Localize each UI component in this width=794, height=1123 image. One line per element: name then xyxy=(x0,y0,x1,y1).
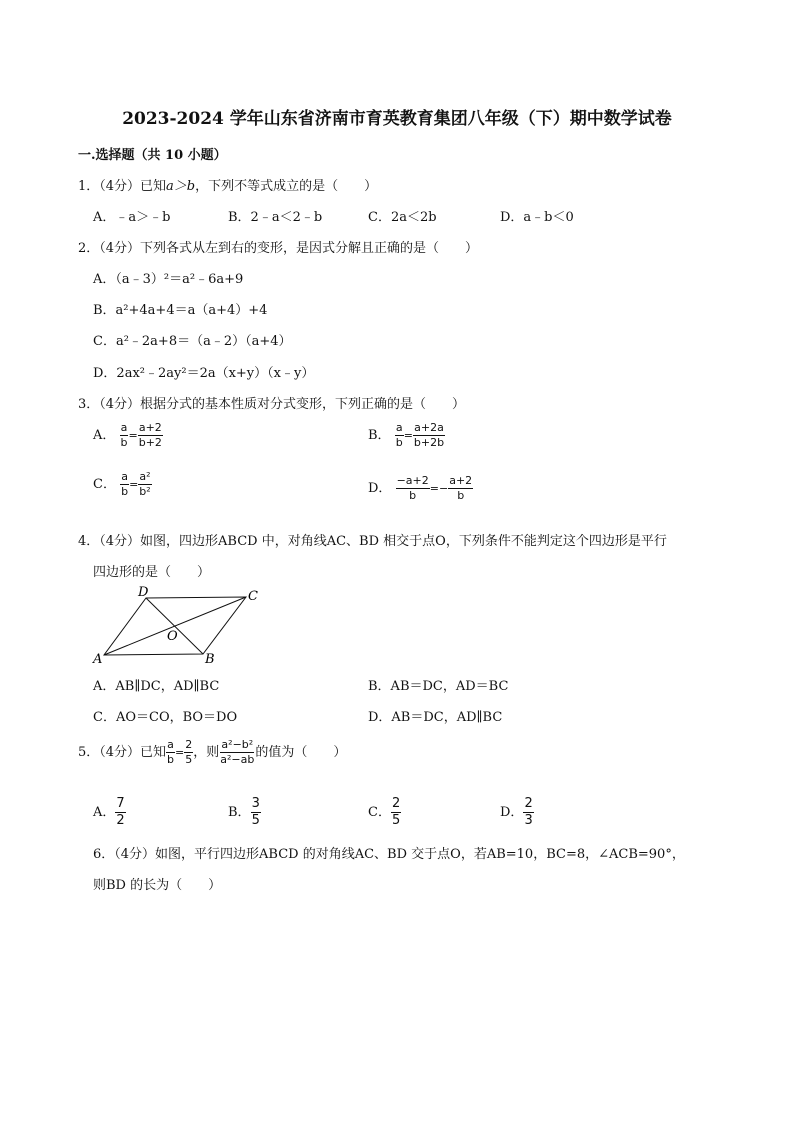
q4-option-b[interactable]: B．AB＝DC，AD＝BC xyxy=(368,679,509,694)
fig-label-a: A xyxy=(93,652,103,667)
q3-d-left-fraction: $\frac{-a+2}{b}$ xyxy=(396,474,429,502)
q1-condition: a＞b xyxy=(166,179,196,194)
q2-option-a[interactable]: A．（a﹣3）²＝a²﹣6a+9 xyxy=(93,272,244,287)
fig-label-d: D xyxy=(138,585,149,600)
q4-option-c[interactable]: C．AO＝CO，BO＝DO xyxy=(93,710,238,725)
q2-option-d[interactable]: D．2ax²﹣2ay²＝2a（x+y）（x﹣y） xyxy=(93,366,315,381)
q3-b-right-fraction: $\frac{a+2a}{b+2b}$ xyxy=(413,421,445,449)
question-5-stem: 5．（4分）已知 $\frac{a}{b}$ = $\frac{2}{5}$ ，则 $\frac{\text{a²−b²}}{\text{a²−ab}}$ 的值为（ ） xyxy=(78,738,347,766)
q1-stem-a: 1．（4分）已知 xyxy=(78,179,167,194)
q5-given-fraction: $\frac{a}{b}$ xyxy=(167,738,175,766)
q3-option-c[interactable]: C． $\frac{a}{b}$ = $\frac{\text{a²}}{\text{b²}}$ xyxy=(93,470,151,498)
fig-label-b: B xyxy=(205,652,215,667)
question-2-stem: 2．（4分）下列各式从左到右的变形，是因式分解且正确的是（ ） xyxy=(78,241,479,256)
q3-c-right-fraction: $\frac{\text{a²}}{\text{b²}}$ xyxy=(139,470,151,498)
q1-option-b[interactable]: B．2﹣a＜2﹣b xyxy=(228,210,323,225)
diagonal-bd xyxy=(146,598,203,654)
q1-option-d[interactable]: D．a﹣b＜0 xyxy=(500,210,574,225)
q3-option-b[interactable]: B． $\frac{a}{b}$ = $\frac{a+2a}{b+2b}$ xyxy=(368,421,445,449)
q3-b-left-fraction: $\frac{a}{b}$ xyxy=(395,421,403,449)
page-title: 2023-2024 学年山东省济南市育英教育集团八年级（下）期中数学试卷 xyxy=(122,109,672,129)
q4-parallelogram-figure xyxy=(88,583,268,668)
q1-option-a[interactable]: A．﹣a＞﹣b xyxy=(93,210,171,225)
question-1-stem xyxy=(78,175,377,194)
question-4-stem-line2: 四边形的是（ ） xyxy=(93,565,211,580)
question-6-stem-line2: 则BD 的长为（ ） xyxy=(93,878,222,893)
q2-option-b[interactable]: B．a²+4a+4＝a（a+4）+4 xyxy=(93,303,268,318)
q4-option-a[interactable]: A．AB∥DC，AD∥BC xyxy=(93,679,220,694)
q3-option-a[interactable]: A． $\frac{a}{b}$ = $\frac{a+2}{b+2}$ xyxy=(93,421,162,449)
question-4-stem-line1: 4．（4分）如图，四边形ABCD 中，对角线AC、BD 相交于点O，下列条件不能判定这个四边形是平行 xyxy=(78,534,667,549)
question-6-stem-line1: 6．（4分）如图，平行四边形ABCD 的对角线AC、BD 交于点O，若AB=10，BC=8，∠ACB=90°， xyxy=(93,847,685,862)
q3-a-right-fraction: $\frac{a+2}{b+2}$ xyxy=(138,421,162,449)
section-heading: 一.选择题（共 10 小题） xyxy=(78,148,227,163)
q3-d-right-fraction: $\frac{a+2}{b}$ xyxy=(449,474,473,502)
q2-option-c[interactable]: C．a²﹣2a+8＝（a﹣2）（a+4） xyxy=(93,334,292,349)
q5-option-a[interactable]: A． $\frac{7}{2}$ xyxy=(93,796,125,828)
q3-c-left-fraction: $\frac{a}{b}$ xyxy=(121,470,129,498)
fig-label-o: O xyxy=(167,629,178,644)
q3-option-d[interactable]: D． $\frac{-a+2}{b}$ =− $\frac{a+2}{b}$ xyxy=(368,474,473,502)
q5-option-d[interactable]: D． $\frac{2}{3}$ xyxy=(500,796,533,828)
q1-stem-b: ，下列不等式成立的是（ ） xyxy=(195,179,378,194)
q5-option-b[interactable]: B． $\frac{3}{5}$ xyxy=(228,796,260,828)
q5-given-value: $\frac{2}{5}$ xyxy=(185,738,193,766)
q3-a-left-fraction: $\frac{a}{b}$ xyxy=(120,421,128,449)
fig-label-c: C xyxy=(248,589,258,604)
q1-option-c[interactable]: C．2a＜2b xyxy=(368,210,437,225)
q4-option-d[interactable]: D．AB＝DC，AD∥BC xyxy=(368,710,503,725)
q5-option-c[interactable]: C． $\frac{2}{5}$ xyxy=(368,796,401,828)
question-3-stem: 3．（4分）根据分式的基本性质对分式变形，下列正确的是（ ） xyxy=(78,397,466,412)
q5-expression: $\frac{\text{a²−b²}}{\text{a²−ab}}$ xyxy=(220,738,255,766)
